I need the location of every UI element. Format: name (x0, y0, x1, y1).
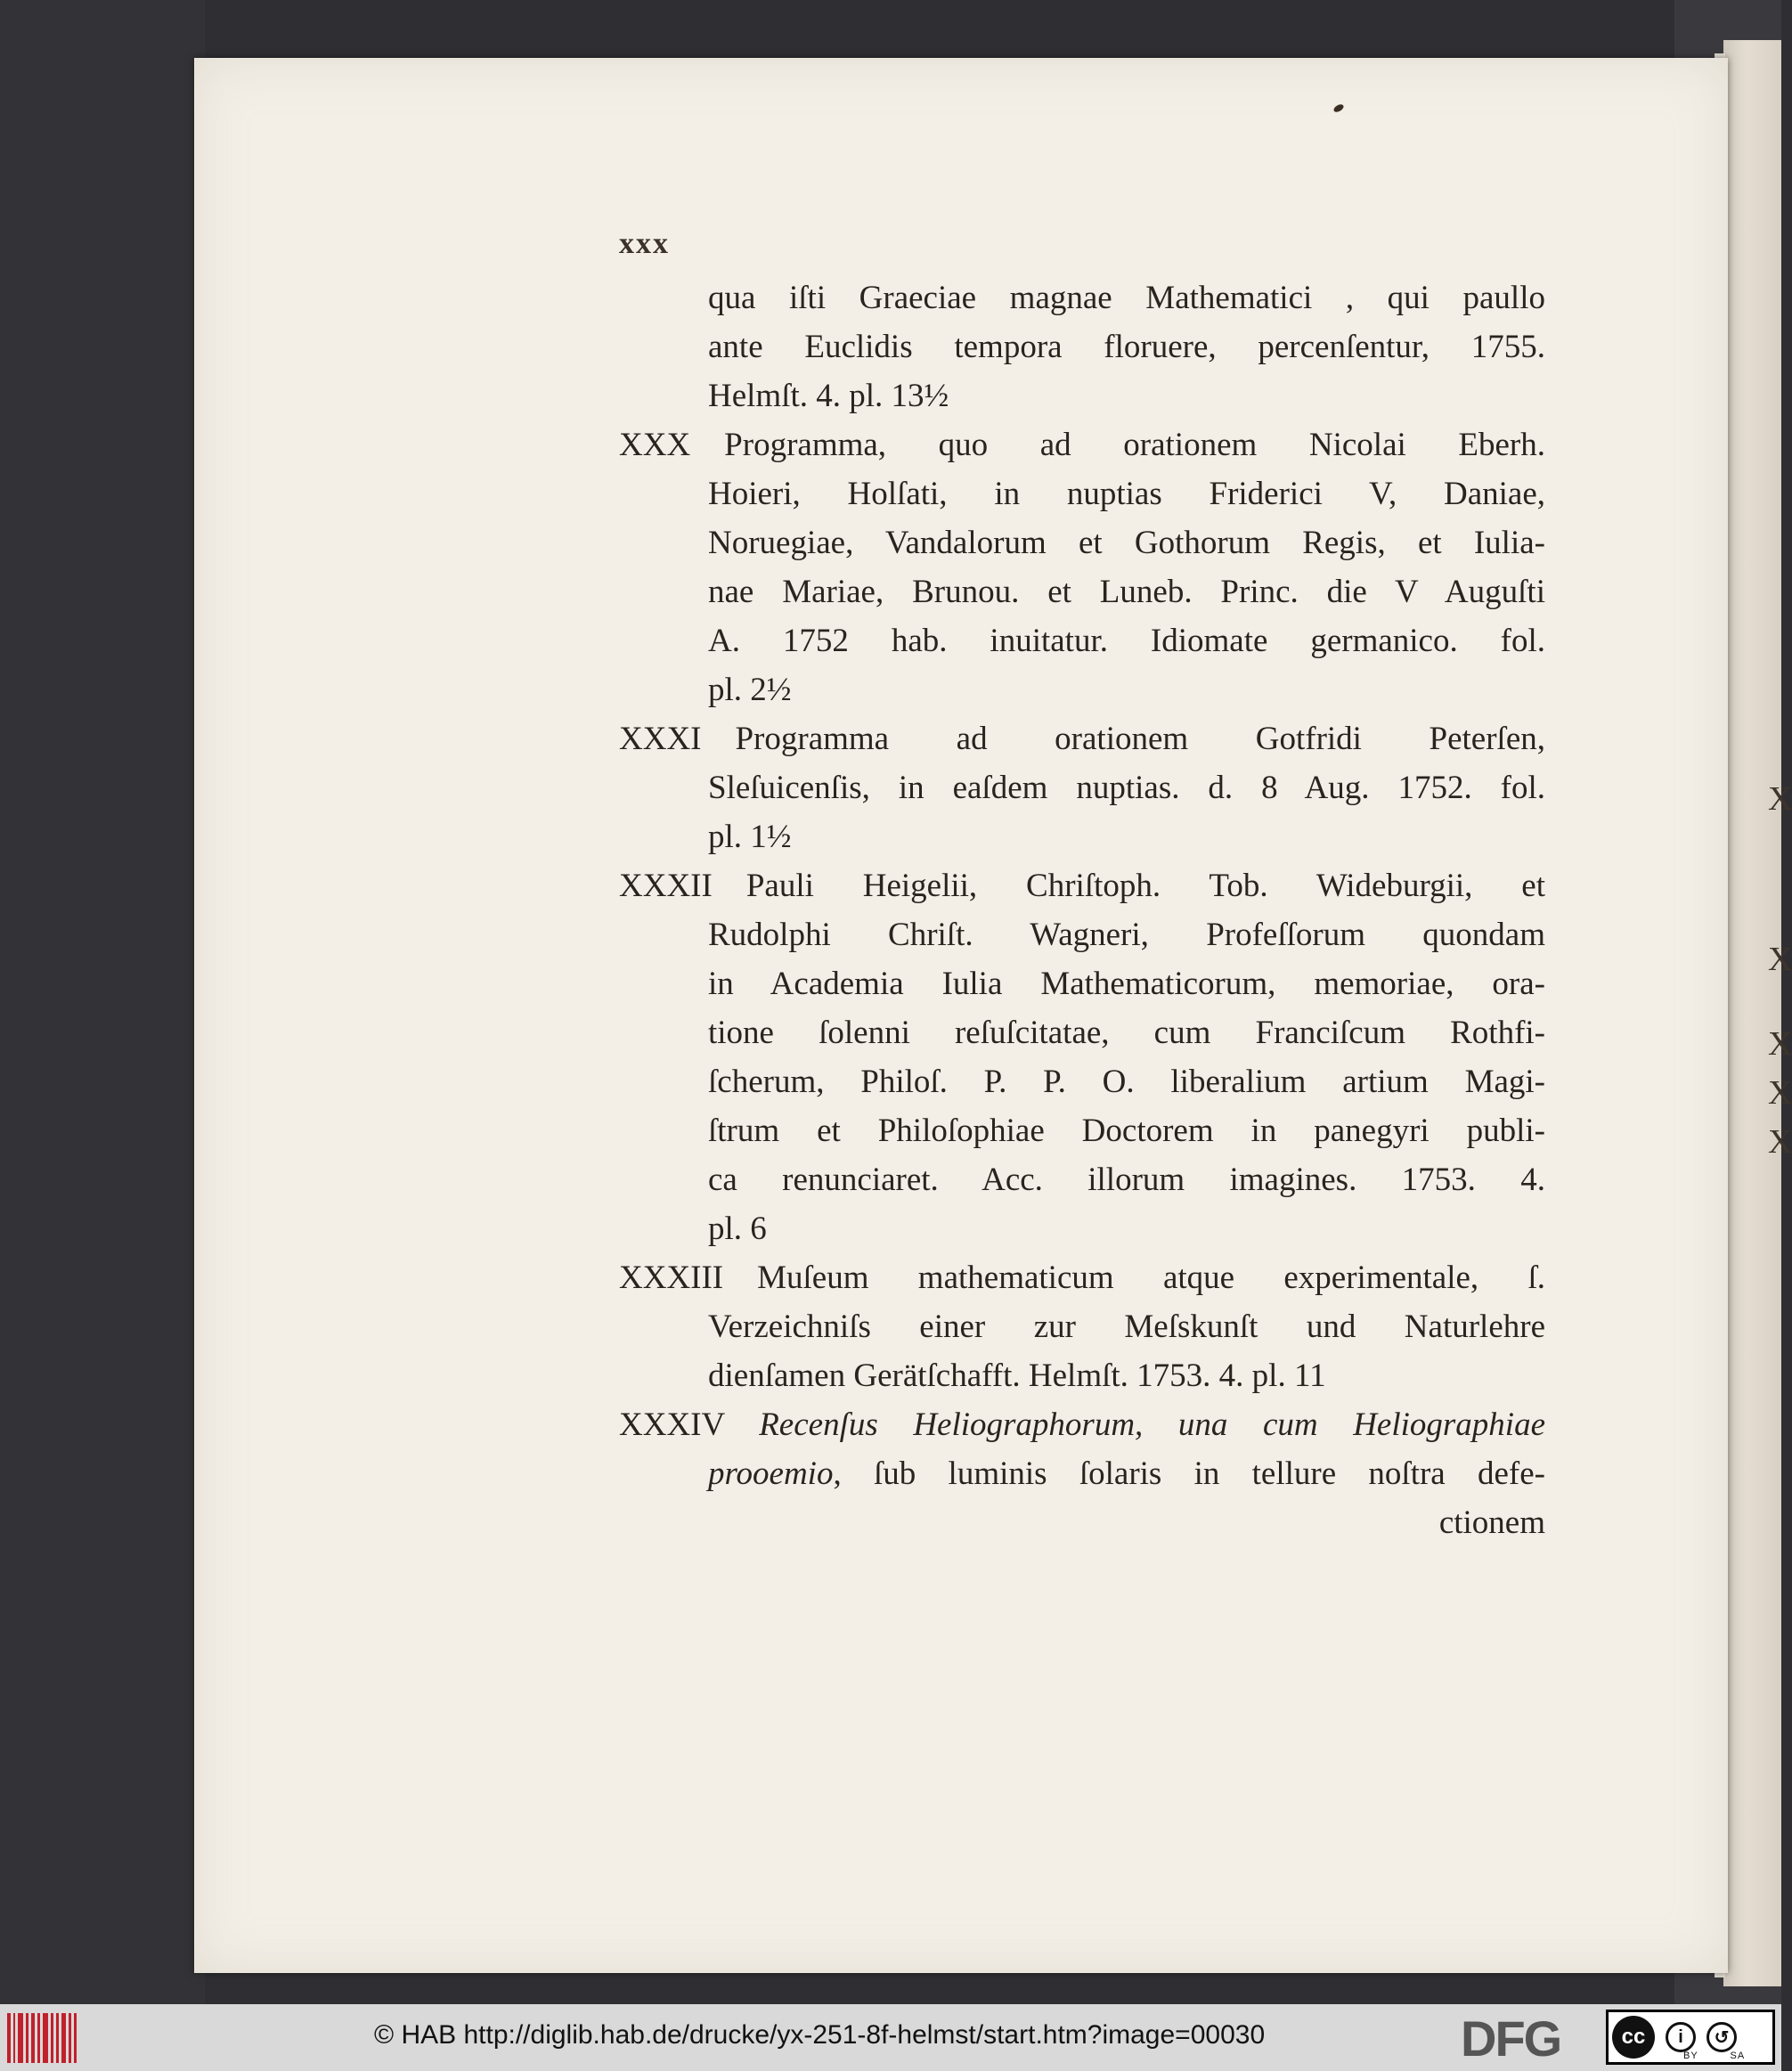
text-line: ſcherum, Philoſ. P. P. O. liberalium artium Magi- (708, 1064, 1545, 1100)
text-line: nae Mariae, Brunou. et Luneb. Princ. die V Auguſti (708, 574, 1545, 610)
entry-text: Recenſus Heliographorum, una cum Heliographiae (759, 1406, 1545, 1443)
running-head: xxx (619, 227, 670, 260)
entry-number: XXXIII (619, 1260, 724, 1296)
entry-text: Muſeum mathematicum atque experimentale, ſ. (757, 1260, 1545, 1296)
adjacent-fragment: X (1768, 1025, 1792, 1063)
catchword: ctionem (1438, 1504, 1545, 1541)
entry-text: Programma ad orationem Gotfridi Peterſen, (735, 721, 1545, 757)
entry-line (619, 420, 1545, 469)
text-line: dienſamen Gerätſchafft. Helmſt. 1753. 4. pl. 11 (708, 1358, 1326, 1394)
adjacent-page-edge (1723, 40, 1792, 1986)
adjacent-fragment: X (1768, 1123, 1792, 1161)
text-line: Verzeichniſs einer zur Meſskunſt und Naturlehre (708, 1309, 1545, 1345)
entry-line (619, 1253, 1545, 1302)
text-line: pl. 6 (708, 1211, 767, 1247)
entry-text: Pauli Heigelii, Chriſtoph. Tob. Wideburgii, et (745, 868, 1545, 904)
italic-word: prooemio (708, 1455, 834, 1492)
adjacent-fragment: X (1768, 941, 1792, 978)
entry-number: XXX (619, 427, 691, 463)
entry-number: XXXI (619, 721, 702, 757)
text-line: tione ſolenni reſuſcitatae, cum Franciſcum Rothfi- (708, 1015, 1545, 1051)
text-line: Hoieri, Holſati, in nuptias Friderici V, Daniae, (708, 476, 1545, 512)
text-line: ca renunciaret. Acc. illorum imagines. 1753. 4. (708, 1162, 1545, 1198)
by-label: BY (1683, 2051, 1698, 2061)
text-line: in Academia Iulia Mathematicorum, memoriae, ora- (708, 966, 1545, 1002)
sa-label: SA (1730, 2051, 1746, 2061)
by-icon: i (1666, 2022, 1696, 2052)
text-line: qua iſti Graeciae magnae Mathematici , qui paullo (708, 280, 1545, 316)
page-text (619, 227, 1545, 1547)
entry-number: XXXII (619, 868, 713, 904)
text-line: Helmſt. 4. pl. 13½ (708, 378, 949, 414)
cc-labels (1683, 2051, 1745, 2061)
text-fragment: , ſub luminis ſolaris in tellure noſtra defe- (833, 1455, 1545, 1492)
text-line: Noruegiae, Vandalorum et Gothorum Regis, et Iulia- (708, 525, 1545, 561)
copyright-link[interactable]: © HAB http://diglib.hab.de/drucke/yx-251-8f-helmst/start.htm?image=00030 (374, 2020, 1266, 2050)
barcode-logo (7, 2013, 77, 2063)
text-line: pl. 1½ (708, 819, 792, 855)
entry-line (619, 1400, 1545, 1449)
adjacent-fragment: X (1768, 1074, 1792, 1112)
viewer-footer (0, 2004, 1781, 2071)
entry-text: Programma, quo ad orationem Nicolai Eberh. (724, 427, 1545, 463)
dfg-logo: DFG (1461, 2010, 1561, 2067)
sa-icon: ↺ (1706, 2022, 1737, 2052)
adjacent-fragment: X (1768, 780, 1792, 818)
text-line: ſtrum et Philoſophiae Doctorem in panegyri publi- (708, 1113, 1545, 1149)
scanner-backdrop-left (0, 0, 205, 2004)
entry-line (619, 861, 1545, 910)
text-line: A. 1752 hab. inuitatur. Idiomate germanico. fol. (708, 623, 1545, 659)
text-line (619, 1449, 1545, 1498)
cc-icon: cc (1612, 2016, 1655, 2059)
entry-number: XXXIV (619, 1406, 726, 1443)
text-line: pl. 2½ (708, 672, 792, 708)
text-line: ante Euclidis tempora floruere, percenſentur, 1755. (708, 329, 1545, 365)
text-line: Rudolphi Chriſt. Wagneri, Profeſſorum quondam (708, 917, 1545, 953)
entry-line (619, 714, 1545, 763)
text-line: Sleſuicenſis, in eaſdem nuptias. d. 8 Aug. 1752. fol. (708, 770, 1545, 806)
